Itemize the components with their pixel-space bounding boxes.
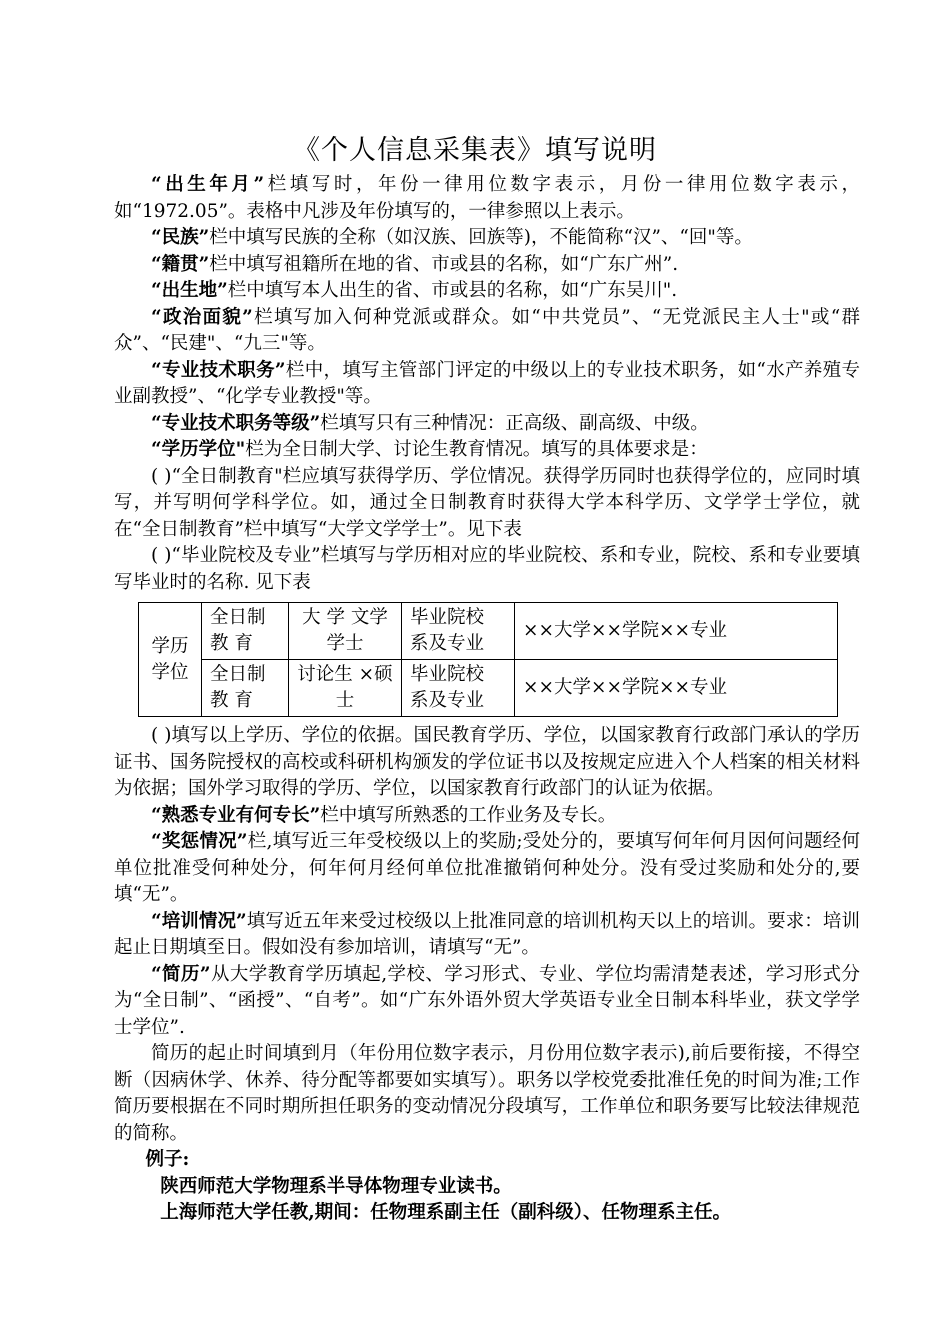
table-row <box>139 603 838 660</box>
paragraph-text: ( )“毕业院校及专业”栏填写与学历相对应的毕业院校、系和专业，院校、系和专业要填写毕业时的名称. 见下表 <box>114 545 860 593</box>
paragraph-text: 从大学教育学历填起,学校、学习形式、专业、学位均需清楚表述，学习形式分为“全日制”、“函授”、“自考”。如“广东外语外贸大学英语专业全日制本科毕业，获文学学士学位”. <box>114 963 860 1038</box>
paragraph-text: 栏填写加入何种党派或群众。如“中共党员”、“无党派民主人士"或“群众”、“民建"、“九三"等。 <box>114 306 860 354</box>
paragraph <box>114 278 860 305</box>
table-cell: 毕业院校 系及专业 <box>402 660 515 717</box>
paragraph-text: 填写近五年来受过校级以上批准同意的培训机构天以上的培训。要求：培训起止日期填至日。假如没有参加培训，请填写“无”。 <box>114 910 860 958</box>
example-label: 例子: <box>145 1149 190 1170</box>
paragraph-text: 栏中填写民族的全称（如汉族、回族等)，不能简称“汉”、“回"等。 <box>209 227 753 248</box>
paragraph-text: 栏填写时，年份一律用位数字表示，月份一律用位数字表示，如“1972.05”。表格中凡涉及年份填写的，一律参照以上表示。 <box>114 174 860 222</box>
paragraph-text: 栏填写只有三种情况：正高级、副高级、中级。 <box>320 412 709 434</box>
paragraph-group-1 <box>114 172 860 596</box>
field-name: “籍贯” <box>151 253 210 275</box>
paragraph <box>114 464 860 544</box>
paragraph <box>114 909 860 962</box>
paragraph <box>114 411 860 438</box>
paragraph-text: ( )“全日制教育"栏应填写获得学历、学位情况。获得学历同时也获得学位的，应同时填写，并写明何学科学位。如，通过全日制教育时获得大学本科学历、文学学士学位，就在“全日制教育”栏中填写“大学文学学士”。见下表 <box>114 465 860 540</box>
paragraph-text: 栏中，填写主管部门评定的中级以上的专业技术职务，如“水产养殖专业副教授”、“化学专业教授"等。 <box>114 359 860 407</box>
field-name: “培训情况” <box>151 910 247 932</box>
paragraph <box>114 543 860 596</box>
paragraph <box>114 172 860 225</box>
table-cell: ××大学××学院××专业 <box>515 603 838 660</box>
paragraph <box>114 225 860 252</box>
table-row-header: 学历学位 <box>139 603 202 717</box>
paragraph-text: 栏中填写本人出生的省、市或县的名称，如“广东吴川". <box>227 280 678 301</box>
paragraph-text: 栏为全日制大学、讨论生教育情况。填写的具体要求是： <box>245 439 708 460</box>
field-name: “学历学位" <box>151 439 246 460</box>
table-cell: 全日制 教 育 <box>202 660 289 717</box>
field-name: “出生地” <box>151 280 228 301</box>
paragraph <box>114 437 860 464</box>
paragraph <box>114 829 860 909</box>
degree-table <box>138 602 838 717</box>
field-name: “出生年月” <box>151 174 265 195</box>
paragraph-text: 栏中填写祖籍所在地的省、市或县的名称，如“广东广州”. <box>209 253 679 275</box>
paragraph <box>114 723 860 803</box>
field-name: “专业技术职务” <box>151 359 286 381</box>
paragraph <box>114 305 860 358</box>
example-line: 陕西师范大学物理系半导体物理专业读书。 <box>160 1175 512 1197</box>
field-name: “政治面貌” <box>151 306 253 328</box>
table-cell: ××大学××学院××专业 <box>515 660 838 717</box>
page-title: 《个人信息采集表》填写说明 <box>293 135 657 166</box>
table-cell: 毕业院校 系及专业 <box>402 603 515 660</box>
paragraph-group-2 <box>114 723 860 1147</box>
field-name: “熟悉专业有何专长” <box>151 804 321 826</box>
document-body <box>114 172 860 1227</box>
paragraph <box>114 962 860 1042</box>
table-row <box>139 660 838 717</box>
example-line: 上海师范大学任教,期间：任物理系副主任（副科级）、任物理系主任。 <box>160 1202 731 1223</box>
field-name: “奖惩情况” <box>151 831 248 852</box>
paragraph-text: 简历的起止时间填到月（年份用位数字表示，月份用位数字表示),前后要衔接，不得空断（因病休学、休养、待分配等都要如实填写）。职务以学校党委批准任免的时间为准;工作简历要根据在不同时期所担任职务的变动情况分段填写，工作单位和职务要写比较法律规范的简称。 <box>114 1043 860 1144</box>
paragraph <box>114 803 860 830</box>
table-cell: 讨论生 ×硕士 <box>289 660 402 717</box>
paragraph <box>114 1041 860 1147</box>
paragraph-text: 栏中填写所熟悉的工作业务及专长。 <box>320 804 617 826</box>
table-cell: 全日制 教 育 <box>202 603 289 660</box>
field-name: “专业技术职务等级” <box>151 412 321 434</box>
paragraph-text: ( )填写以上学历、学位的依据。国民教育学历、学位，以国家教育行政部门承认的学历证书、国务院授权的高校或科研机构颁发的学位证书以及按规定应进入个人档案的相关材料为依据；国外学习取得的学历、学位，以国家教育行政部门的认证为依据。 <box>114 725 860 799</box>
table-cell: 大 学 文学学士 <box>289 603 402 660</box>
field-name: “简历” <box>151 963 211 985</box>
paragraph <box>114 358 860 411</box>
field-name: “民族” <box>151 227 210 248</box>
paragraph-text: 栏,填写近三年受校级以上的奖励;受处分的，要填写何年何月因何问题经何单位批准受何种处分，何年何月经何单位批准撤销何种处分。没有受过奖励和处分的,要填“无”。 <box>114 831 860 905</box>
paragraph <box>114 252 860 279</box>
